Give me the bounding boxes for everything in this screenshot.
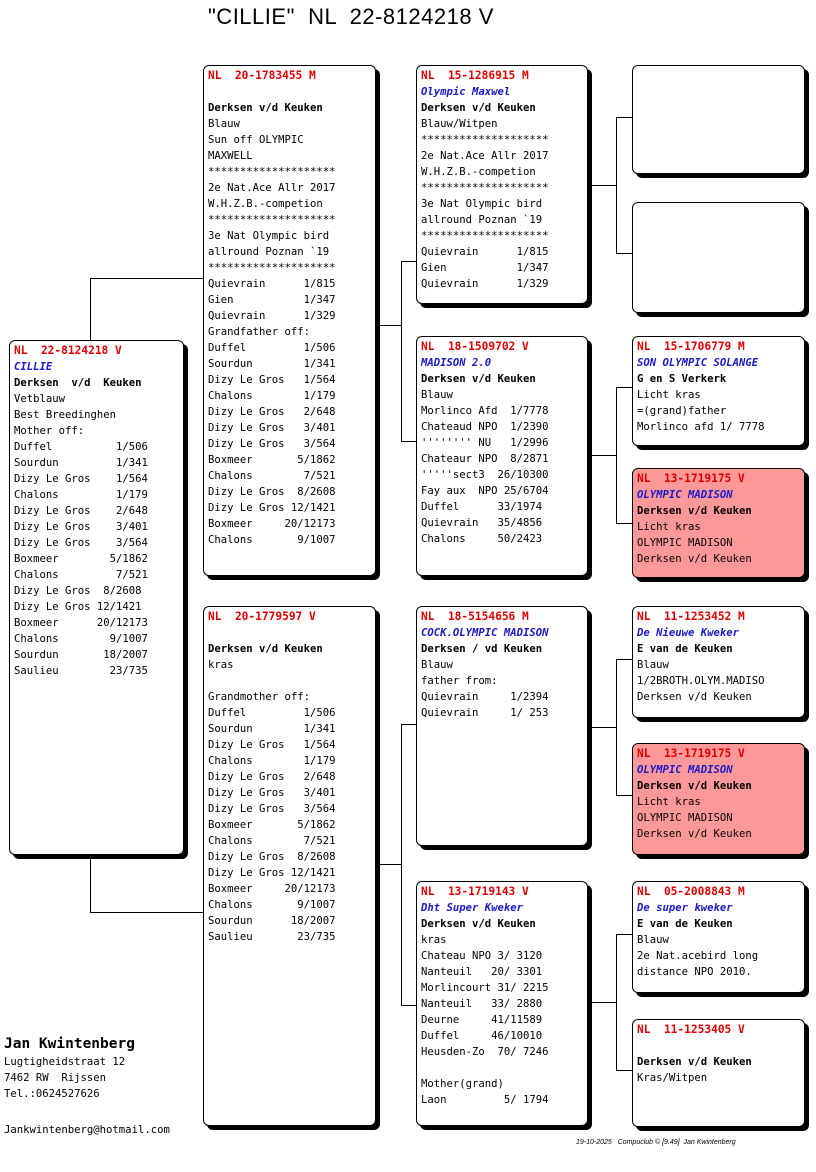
pigeon-name: SON OLYMPIC SOLANGE (637, 357, 759, 369)
pedigree-line: Duffel 1/506 (208, 707, 336, 719)
pedigree-line: Vetblauw (14, 393, 66, 405)
connector-father-fm (401, 441, 417, 442)
pedigree-line: kras (208, 659, 234, 671)
pedigree-line: Sourdun 1/341 (14, 457, 148, 469)
pedigree-line: Blauw (421, 389, 453, 401)
footer-credit: 19-10-2025 Compuclub © [9.49] Jan Kwintenberg (576, 1139, 736, 1146)
pigeon-name-blank (208, 84, 371, 100)
connector-subject-father (90, 278, 91, 340)
pedigree-line: Morlinco afd 1/ 7778 (637, 421, 765, 433)
breeder-name: Derksen v/d Keuken (637, 780, 752, 792)
pedigree-line: =(grand)father (637, 405, 727, 417)
pedigree-line: Gien 1/347 (421, 262, 549, 274)
pedigree-line: Dizy Le Gros 3/401 (208, 422, 336, 434)
pigeon-card-ff-father[interactable] (632, 65, 805, 174)
connector-father-vert (401, 261, 402, 441)
pedigree-line: Duffel 46/10010 (421, 1030, 543, 1042)
pedigree-line: Sourdun 1/341 (208, 358, 336, 370)
pigeon-name: OLYMPIC MADISON (637, 764, 733, 776)
pigeon-card-father-mother[interactable] (416, 336, 588, 576)
pedigree-line: Best Breedinghen (14, 409, 117, 421)
breeder-name: Derksen v/d Keuken (637, 505, 752, 517)
connector-subject-mother-h (90, 912, 204, 913)
pigeon-name: COCK.OLYMPIC MADISON (421, 627, 549, 639)
pedigree-line: Saulieu 23/735 (14, 665, 148, 677)
connector-mother-mf (401, 724, 417, 725)
pedigree-line: Dizy Le Gros 1/564 (208, 739, 336, 751)
pedigree-line: Quievrain 1/ 253 (421, 707, 549, 719)
connector-mm-vert (616, 934, 617, 1070)
connector-fm-bottom (616, 523, 632, 524)
pedigree-line: Mother off: (14, 425, 85, 437)
pedigree-line: Grandmother off: (208, 691, 311, 703)
pedigree-line: Blauw (208, 118, 240, 130)
pedigree-line: Laon 5/ 1794 (421, 1094, 549, 1106)
pigeon-name: Olympic Maxwel (421, 86, 511, 98)
page-title: "CILLIE" NL 22-8124218 V (208, 4, 494, 29)
ring-number: NL 13-1719143 V (421, 885, 529, 898)
pedigree-line: Boxmeer 20/12173 (208, 883, 336, 895)
pedigree-line: Chalons 1/179 (14, 489, 148, 501)
pedigree-line: Heusden-Zo 70/ 7246 (421, 1046, 549, 1058)
connector-fm-vert (616, 387, 617, 523)
pedigree-line: Blauw (421, 659, 453, 671)
pedigree-line: Chalons 9/1007 (208, 899, 336, 911)
pedigree-line: Dizy Le Gros 1/564 (14, 473, 148, 485)
connector-mother-parents (376, 864, 401, 865)
pedigree-line: Dizy Le Gros 3/401 (14, 521, 148, 533)
pigeon-name-blank (208, 625, 371, 641)
pigeon-name: Dht Super Kweker (421, 902, 524, 914)
pedigree-line: Mother(grand) (421, 1078, 504, 1090)
breeder-name: Derksen v/d Keuken (14, 377, 142, 389)
pigeon-card-fm-father[interactable] (632, 336, 805, 446)
breeder-name: Derksen v/d Keuken (421, 373, 536, 385)
breeder-name: Derksen v/d Keuken (208, 643, 323, 655)
pigeon-name: CILLIE (14, 361, 53, 373)
pedigree-line: Dizy Le Gros 1/564 (208, 374, 336, 386)
pedigree-line: ******************** (421, 182, 549, 194)
pedigree-line: Sourdun 18/2007 (14, 649, 148, 661)
pedigree-line: Duffel 1/506 (14, 441, 148, 453)
pedigree-line: Saulieu 23/735 (208, 931, 336, 943)
pedigree-line: Blauw (637, 659, 669, 671)
pedigree-line: Boxmeer 5/1862 (208, 819, 336, 831)
pedigree-line: Boxmeer 20/12173 (14, 617, 148, 629)
pedigree-line: Blauw (637, 934, 669, 946)
owner-name: Jan Kwintenberg (4, 1036, 135, 1052)
pedigree-line: W.H.Z.B.-competion (208, 198, 323, 210)
pigeon-card-father-father[interactable] (416, 65, 588, 304)
pedigree-line: Chalons 7/521 (208, 470, 336, 482)
pedigree-line: Dizy Le Gros 2/648 (208, 406, 336, 418)
pedigree-line: Morlincourt 31/ 2215 (421, 982, 549, 994)
connector-mother-mm (401, 1005, 417, 1006)
connector-subject-father-h (90, 278, 204, 279)
breeder-name: Derksen / vd Keuken (421, 643, 543, 655)
pigeon-card-mm-mother[interactable] (632, 1019, 805, 1127)
pedigree-line: kras (421, 934, 447, 946)
pedigree-line: Boxmeer 5/1862 (14, 553, 148, 565)
ring-number: NL 22-8124218 V (14, 344, 122, 357)
pedigree-line: distance NPO 2010. (637, 966, 752, 978)
pedigree-line: 3e Nat Olympic bird (421, 198, 543, 210)
pedigree-line: Gien 1/347 (208, 294, 336, 306)
pigeon-name: OLYMPIC MADISON (637, 489, 733, 501)
pedigree-line: Chalons 7/521 (14, 569, 148, 581)
pedigree-line (421, 1060, 583, 1076)
pedigree-line: Grandfather off: (208, 326, 311, 338)
ring-number: NL 15-1286915 M (421, 69, 529, 82)
pigeon-card-mf-father[interactable] (632, 606, 805, 718)
pedigree-line: ******************** (208, 166, 336, 178)
ring-number: NL 20-1779597 V (208, 610, 316, 623)
ring-number: NL 18-5154656 M (421, 610, 529, 623)
pedigree-line: Kras/Witpen (637, 1072, 708, 1084)
pigeon-card-fm-mother[interactable] (632, 468, 805, 578)
pedigree-line: Chalons 9/1007 (208, 534, 336, 546)
connector-mf-vert (616, 659, 617, 795)
connector-mother-vert (401, 724, 402, 1005)
pedigree-line: Sun off OLYMPIC (208, 134, 304, 146)
pedigree-line: Derksen v/d Keuken (637, 691, 752, 703)
pedigree-line: Chateaud NPO 1/2390 (421, 421, 549, 433)
pedigree-line: 2e Nat.Ace Allr 2017 (421, 150, 549, 162)
pedigree-line: Dizy Le Gros 3/564 (208, 438, 336, 450)
connector-ff-vert (616, 117, 617, 253)
pedigree-line: ******************** (421, 134, 549, 146)
pedigree-line: Chateaur NPO 8/2871 (421, 453, 549, 465)
connector-mf-top (616, 659, 632, 660)
connector-mm-top (616, 934, 632, 935)
ring-number: NL 13-1719175 V (637, 747, 745, 760)
pedigree-line: Chalons 50/2423 (421, 533, 543, 545)
pedigree-line: Boxmeer 5/1862 (208, 454, 336, 466)
pedigree-line: Chalons 1/179 (208, 755, 336, 767)
connector-ff-top (616, 117, 632, 118)
connector-father-parents (376, 325, 401, 326)
pedigree-line: ******************** (208, 262, 336, 274)
pedigree-line: 2e Nat.acebird long (637, 950, 759, 962)
pedigree-line: Dizy Le Gros 2/648 (14, 505, 148, 517)
breeder-name: Derksen v/d Keuken (208, 102, 323, 114)
owner-address-city: 7462 RW Rijssen (4, 1072, 107, 1084)
pigeon-card-mother-mother[interactable] (416, 881, 588, 1126)
pedigree-line: Duffel 1/506 (208, 342, 336, 354)
pedigree-line: Chalons 9/1007 (14, 633, 148, 645)
pedigree-line: Dizy Le Gros 2/648 (208, 771, 336, 783)
pedigree-line: Blauw/Witpen (421, 118, 498, 130)
ring-number: NL 11-1253405 V (637, 1023, 745, 1036)
pedigree-line: Sourdun 1/341 (208, 723, 336, 735)
pedigree-line: Chateau NPO 3/ 3120 (421, 950, 543, 962)
pedigree-line: '''''''' NU 1/2996 (421, 437, 549, 449)
pedigree-line (208, 673, 371, 689)
pedigree-line: Quievrain 1/329 (421, 278, 549, 290)
pedigree-line: OLYMPIC MADISON (637, 537, 733, 549)
connector-subject-mother (90, 856, 91, 912)
pedigree-line: Quievrain 35/4856 (421, 517, 543, 529)
pigeon-card-father[interactable] (203, 65, 376, 576)
pedigree-line: ******************** (208, 214, 336, 226)
pedigree-line: Derksen v/d Keuken (637, 553, 752, 565)
owner-phone: Tel.:0624527626 (4, 1088, 100, 1100)
pigeon-name: MADISON 2.0 (421, 357, 492, 369)
connector-ff-h (588, 185, 616, 186)
ring-number: NL 15-1706779 M (637, 340, 745, 353)
pedigree-line: 2e Nat.Ace Allr 2017 (208, 182, 336, 194)
breeder-name: Derksen v/d Keuken (421, 918, 536, 930)
pedigree-line: Quievrain 1/329 (208, 310, 336, 322)
connector-mf-h (588, 727, 616, 728)
ring-number: NL 11-1253452 M (637, 610, 745, 623)
pigeon-card-mf-mother[interactable] (632, 743, 805, 855)
pedigree-line: 3e Nat Olympic bird (208, 230, 330, 242)
connector-fm-top (616, 387, 632, 388)
pedigree-line: allround Poznan `19 (421, 214, 543, 226)
pedigree-line: Derksen v/d Keuken (637, 828, 752, 840)
pigeon-card-subject[interactable] (9, 340, 184, 855)
pedigree-line: Boxmeer 20/12173 (208, 518, 336, 530)
pedigree-line: Morlinco Afd 1/7778 (421, 405, 549, 417)
pedigree-line: Dizy Le Gros 3/564 (14, 537, 148, 549)
pigeon-card-mother-father[interactable] (416, 606, 588, 846)
pedigree-line: Sourdun 18/2007 (208, 915, 336, 927)
breeder-name: Derksen v/d Keuken (637, 1056, 752, 1068)
pedigree-line: MAXWELL (208, 150, 253, 162)
pedigree-line: Dizy Le Gros 12/1421 (14, 601, 142, 613)
pedigree-line: Licht kras (637, 521, 701, 533)
pedigree-line: Quievrain 1/815 (208, 278, 336, 290)
connector-father-ff (401, 261, 417, 262)
pigeon-card-mother[interactable] (203, 606, 376, 1126)
pedigree-line: father from: (421, 675, 498, 687)
pedigree-line: Dizy Le Gros 8/2608 (208, 486, 336, 498)
pigeon-name: De super kweker (637, 902, 733, 914)
owner-email[interactable]: Jankwintenberg@hotmail.com (4, 1124, 170, 1136)
pedigree-line: 1/2BROTH.OLYM.MADISO (637, 675, 765, 687)
breeder-name: G en S Verkerk (637, 373, 727, 385)
pedigree-line: Fay aux NPO 25/6704 (421, 485, 549, 497)
pedigree-line: Dizy Le Gros 8/2608 (208, 851, 336, 863)
ring-number: NL 05-2008843 M (637, 885, 745, 898)
connector-mf-bottom (616, 795, 632, 796)
breeder-name: Derksen v/d Keuken (421, 102, 536, 114)
pedigree-line: Chalons 7/521 (208, 835, 336, 847)
pedigree-line: Dizy Le Gros 12/1421 (208, 502, 336, 514)
pedigree-line: Duffel 33/1974 (421, 501, 543, 513)
pedigree-line: Quievrain 1/2394 (421, 691, 549, 703)
breeder-name: E van de Keuken (637, 643, 733, 655)
pedigree-line: OLYMPIC MADISON (637, 812, 733, 824)
pedigree-line: W.H.Z.B.-competion (421, 166, 536, 178)
connector-mm-bottom (616, 1070, 632, 1071)
pigeon-card-ff-mother[interactable] (632, 202, 805, 313)
pigeon-name-blank (637, 1038, 800, 1054)
pigeon-card-mm-father[interactable] (632, 881, 805, 993)
pedigree-line: Chalons 1/179 (208, 390, 336, 402)
pedigree-line: Licht kras (637, 796, 701, 808)
ring-number: NL 18-1509702 V (421, 340, 529, 353)
pedigree-line: Dizy Le Gros 3/401 (208, 787, 336, 799)
pedigree-line: ******************** (421, 230, 549, 242)
connector-mm-h (588, 1002, 616, 1003)
connector-fm-h (588, 455, 616, 456)
owner-block (4, 1034, 135, 1102)
pedigree-line: Nanteuil 33/ 2880 (421, 998, 543, 1010)
ring-number: NL 13-1719175 V (637, 472, 745, 485)
pedigree-line: Licht kras (637, 389, 701, 401)
pedigree-line: Deurne 41/11589 (421, 1014, 543, 1026)
owner-address-street: Lugtigheidstraat 12 (4, 1056, 126, 1068)
pedigree-line: Dizy Le Gros 12/1421 (208, 867, 336, 879)
connector-ff-bottom (616, 253, 632, 254)
pedigree-line: '''''sect3 26/10300 (421, 469, 549, 481)
ring-number: NL 20-1783455 M (208, 69, 316, 82)
pigeon-name: De Nieuwe Kweker (637, 627, 740, 639)
breeder-name: E van de Keuken (637, 918, 733, 930)
pedigree-line: allround Poznan `19 (208, 246, 330, 258)
pedigree-line: Quievrain 1/815 (421, 246, 549, 258)
pedigree-line: Nanteuil 20/ 3301 (421, 966, 543, 978)
pedigree-line: Dizy Le Gros 3/564 (208, 803, 336, 815)
pedigree-line: Dizy Le Gros 8/2608 (14, 585, 142, 597)
